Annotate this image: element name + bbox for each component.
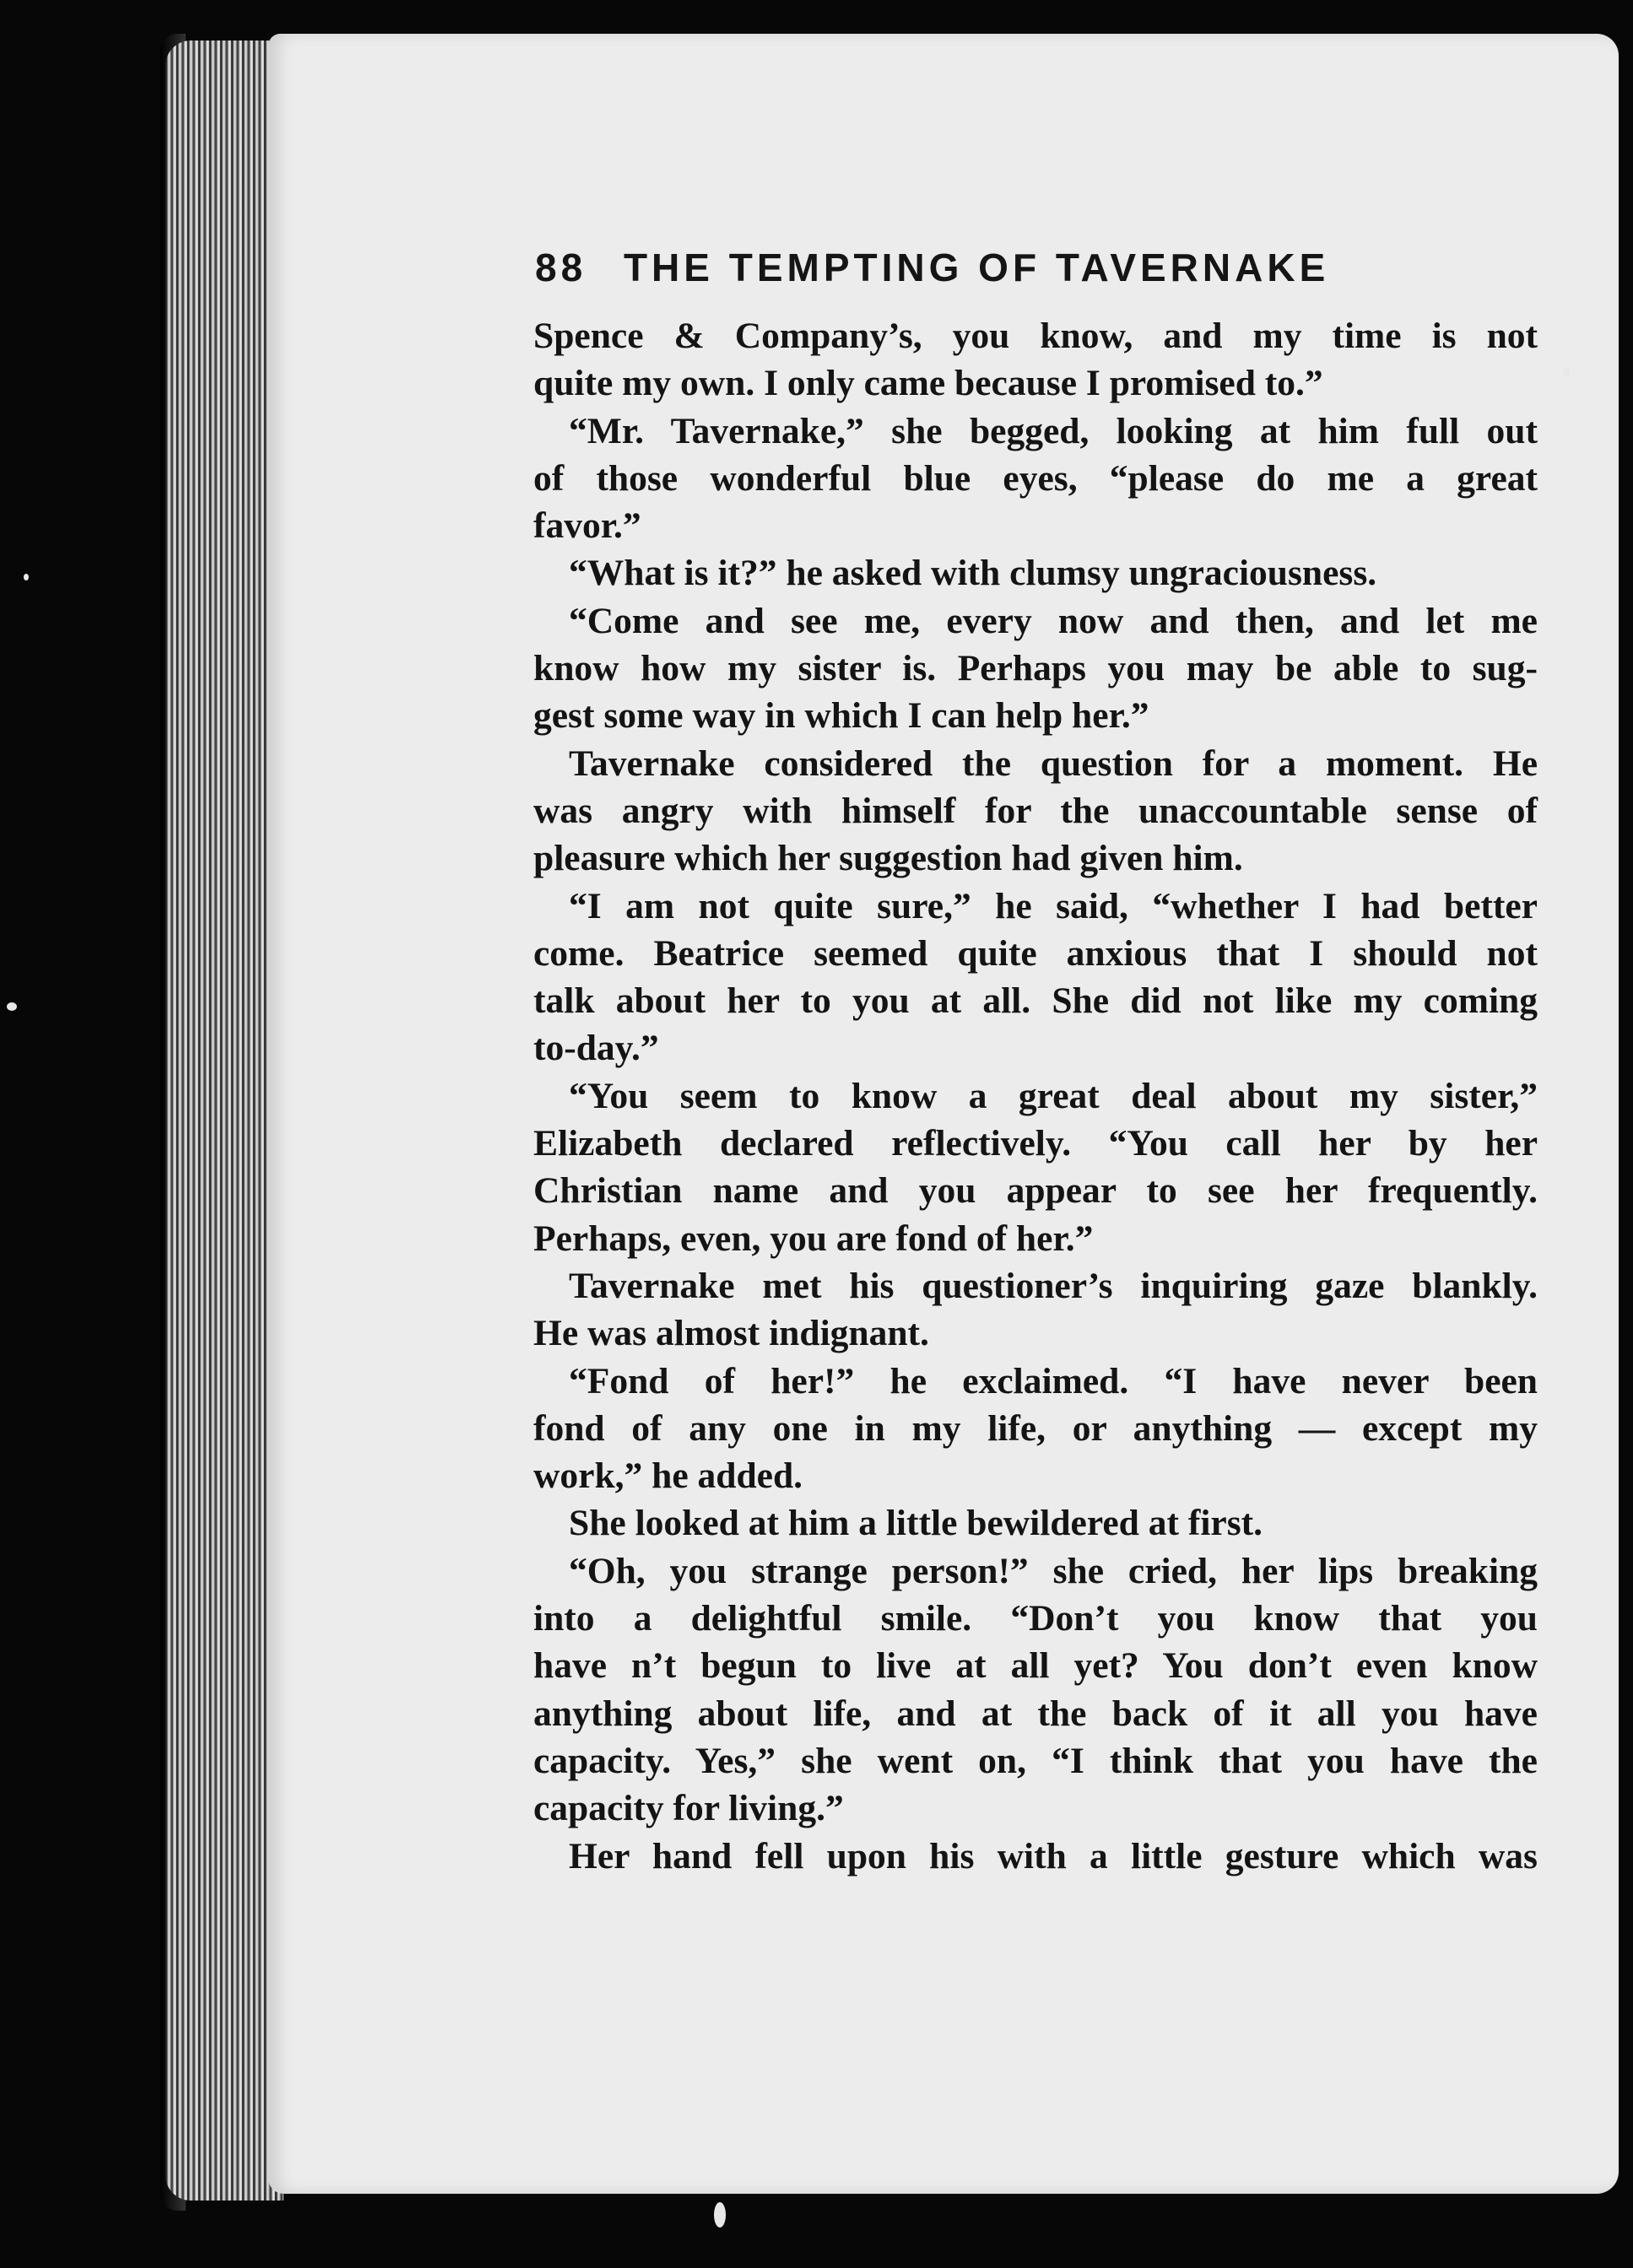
text-line: pleasure which her suggestion had given him. (533, 838, 1243, 879)
text-line: of those wonderful blue eyes, “please do me a great (533, 457, 1538, 499)
text-line: gest some way in which I can help her.” (533, 695, 1149, 737)
page-edges (165, 40, 284, 2200)
body-text (533, 312, 1538, 1880)
text-line: favor.” (533, 505, 641, 547)
text-line: “Mr. Tavernake,” she begged, looking at him full out (569, 410, 1538, 451)
text-line: He was almost indignant. (533, 1313, 929, 1354)
text-line: anything about life, and at the back of it all you have (533, 1693, 1538, 1734)
text-line: have n’t begun to live at all yet? You don’t even know (533, 1645, 1538, 1687)
text-line: capacity. Yes,” she went on, “I think that you have the (533, 1740, 1538, 1781)
text-line: “Come and see me, every now and then, and let me (569, 600, 1538, 641)
text-line: Spence & Company’s, you know, and my time is not (533, 316, 1538, 356)
text-line: was angry with himself for the unaccountable sense of (533, 790, 1538, 831)
text-line: to-day.” (533, 1028, 659, 1069)
running-title: THE TEMPTING OF TAVERNAKE (623, 246, 1330, 289)
text-line: Tavernake considered the question for a moment. He (569, 742, 1538, 784)
text-line: work,” he added. (533, 1455, 803, 1497)
text-line: “You seem to know a great deal about my sister,” (569, 1075, 1538, 1116)
text-line: “Oh, you strange person!” she cried, her lips breaking (569, 1550, 1538, 1591)
text-line: “Fond of her!” he exclaimed. “I have never been (569, 1360, 1538, 1401)
text-line: “I am not quite sure,” he said, “whether I had better (569, 885, 1538, 926)
text-line: Perhaps, even, you are fond of her.” (533, 1218, 1094, 1259)
text-line: Elizabeth declared reflectively. “You call her by her (533, 1123, 1538, 1164)
scan-speck (714, 2202, 726, 2228)
text-line: fond of any one in my life, or anything — except my (533, 1407, 1538, 1449)
text-line: She looked at him a little bewildered at first. (569, 1503, 1263, 1544)
text-line: know how my sister is. Perhaps you may be able to sug- (533, 648, 1538, 689)
text-line: Her hand fell upon his with a little gesture which was (569, 1835, 1538, 1876)
running-header (535, 245, 1548, 299)
page-number: 88 (535, 246, 587, 289)
text-line: talk about her to you at all. She did not like my coming (533, 980, 1538, 1022)
text-line: come. Beatrice seemed quite anxious that I should not (533, 932, 1538, 974)
text-line: Christian name and you appear to see her frequently. (533, 1170, 1538, 1212)
scan-speck (24, 574, 29, 580)
scan-speck (1563, 368, 1570, 376)
scan-speck (7, 1002, 17, 1011)
text-line: Tavernake met his questioner’s inquiring gaze blankly. (569, 1265, 1538, 1306)
text-line: into a delightful smile. “Don’t you know that you (533, 1598, 1538, 1639)
text-line: quite my own. I only came because I promised to.” (533, 363, 1323, 404)
text-line: “What is it?” he asked with clumsy ungraciousness. (569, 553, 1377, 594)
text-line: capacity for living.” (533, 1788, 844, 1829)
